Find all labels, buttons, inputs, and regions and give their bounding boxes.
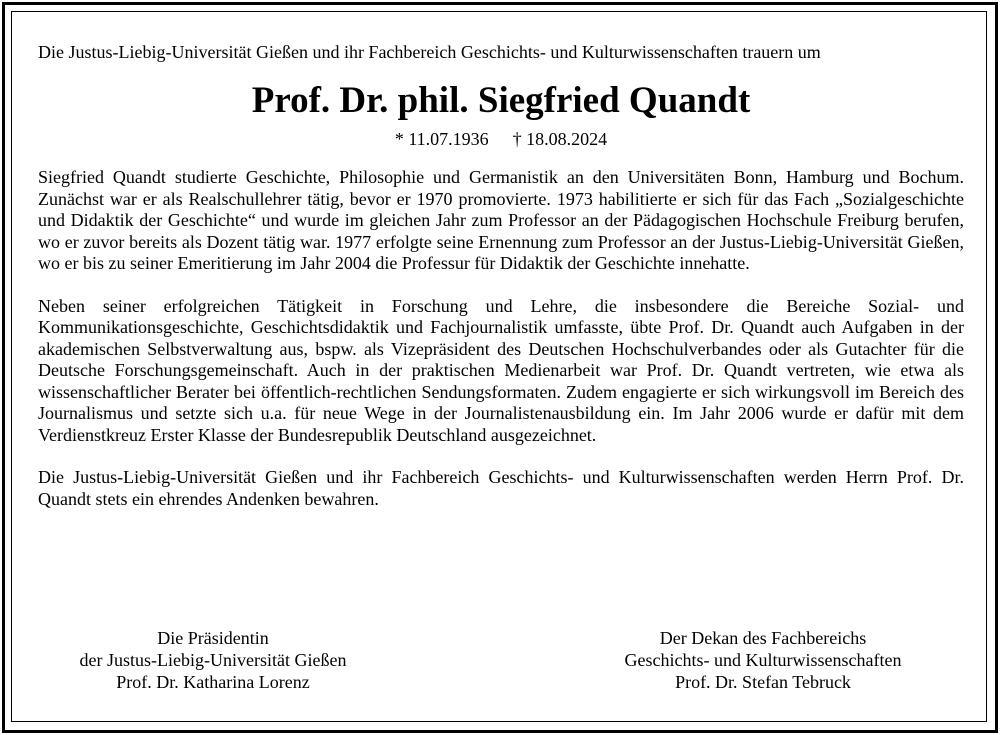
birth-date: * 11.07.1936	[394, 129, 489, 149]
death-date: † 18.08.2024	[512, 129, 608, 149]
achievements-paragraph: Neben seiner erfolgreichen Tätigkeit in Forschung und Lehre, die insbesondere die Bereiche Sozial- und Kommunikationsgeschichte, Geschichtsdidaktik und Fachjournalistik umfasste, übte Prof. Dr. Quandt auch Aufgaben in der akademischen Selbstverwaltung aus, bspw. als Vizepräsident des Deutschen Hochschulverbandes oder als Gutachter für die Deutsche Forschungsgemeinschaft. Auch in der praktischen Medienarbeit war Prof. Dr. Quandt vertreten, wie etwa als wissenschaftlicher Berater bei öffentlich-rechtlichen Sendungsformaten. Zudem engagierte er sich wirkungsvoll im Bereich des Journalismus und setzte sich u.a. für neue Wege in der Journalistenausbildung ein. Im Jahr 2006 wurde er dafür mit dem Verdienstkreuz Erster Klasse der Bundesrepublik Deutschland ausgezeichnet.	[38, 295, 964, 445]
deceased-name: Prof. Dr. phil. Siegfried Quandt	[251, 80, 751, 121]
signature-person: Prof. Dr. Stefan Tebruck	[675, 672, 851, 692]
life-dates	[38, 129, 964, 150]
signature-block	[38, 627, 964, 699]
signature-person: Prof. Dr. Katharina Lorenz	[116, 672, 310, 692]
signature-president	[38, 627, 388, 693]
closing-paragraph: Die Justus-Liebig-Universität Gießen und ihr Fachbereich Geschichts- und Kulturwissenschaften werden Herrn Prof. Dr. Quandt stets ein ehrendes Andenken bewahren.	[38, 467, 964, 509]
signature-institution: der Justus-Liebig-Universität Gießen	[79, 650, 347, 670]
biography-paragraph: Siegfried Quandt studierte Geschichte, Philosophie und Germanistik an den Universitäten Bonn, Hamburg und Bochum. Zunächst war er als Realschullehrer tätig, bevor er 1970 promovierte. 1973 habilitierte er sich für das Fach „Sozialgeschichte und Didaktik der Geschichte“ und wurde im gleichen Jahr zum Professor an der Pädagogischen Hochschule Freiburg berufen, wo er zuvor bereits als Dozent tätig war. 1977 erfolgte seine Ernennung zum Professor an der Justus-Liebig-Universität Gießen, wo er bis zu seiner Emeritierung im Jahr 2004 die Professur für Didaktik der Geschichte innehatte.	[38, 167, 964, 273]
intro-text: Die Justus-Liebig-Universität Gießen und ihr Fachbereich Geschichts- und Kulturwissenschaften trauern um	[38, 42, 821, 62]
signature-dean	[558, 627, 968, 693]
signature-role: Der Dekan des Fachbereichs	[659, 628, 867, 648]
signature-institution: Geschichts- und Kulturwissenschaften	[624, 650, 902, 670]
obituary-body	[38, 42, 964, 510]
signature-role: Die Präsidentin	[157, 628, 269, 648]
